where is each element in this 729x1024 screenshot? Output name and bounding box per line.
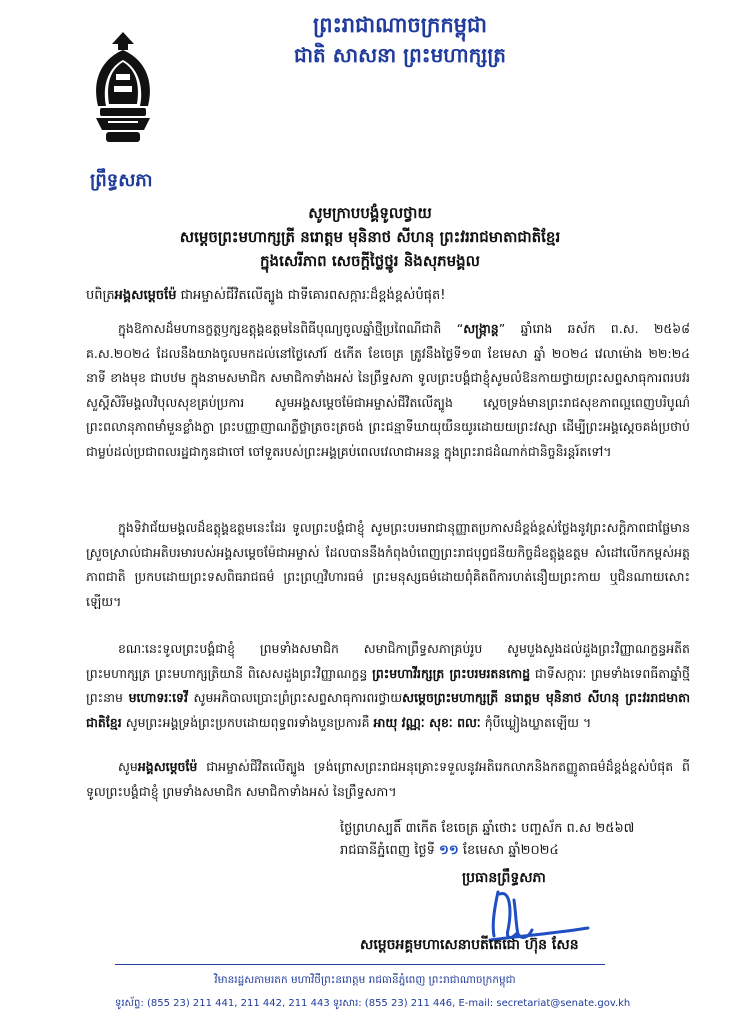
- national-motto: ជាតិ សាសនា ព្រះមហាក្សត្រ: [294, 43, 506, 67]
- paragraph-1: ក្នុងឱកាសដ៏មហានក្ខត្តឫក្សឧត្តុង្គឧត្តមនៃពិធីបុណ្យចូលឆ្នាំថ្មីប្រពៃណីជាតិ “សង្ក្រាន្ត” ឆ្នាំរោង ឆស័ក ព.ស. ២៥៦៨ គ.ស.២០២៤ ដែលនឹងយាងចូលមកដល់នៅថ្ងៃសៅរ៍ ៥កើត ខែចេត្រ ត្រូវនឹងថ្ងៃទី១៣ ខែមេសា ឆ្នាំ ២០២៤ វេលាម៉ោង ២២:២៤ នាទី ខាងមុខ ជាបឋម ក្នុងនាមសមាជិក សមាជិកាទាំងអស់ នៃព្រឹទ្ធសភា ទូលព្រះបង្គំជាខ្ញុំសូមលំឱនកាយថ្វាយព្រះសព្ទសាធុការពរបវរសួស្ដីសិរីមង្គលវិបុលសុខគ្រប់ប្រការ សូមអង្គសម្ដេចម៉ែជាអម្ចាស់ជីវិតលើត្បូង ស្ដេចទ្រង់មានព្រះរាជសុខភាពល្អពេញបរិបូណ៌ ព្រះពលានុភាពមាំមួនខ្លាំងក្លា ព្រះបញ្ញាញាណភ្លឺថ្លាត្រចះត្រចង់ ព្រះជន្មាទីឃាយុយឺនយូរដោយយព្រះវស្សា ដើម្បីព្រះអង្គស្ដេចគង់ប្រថាប់ជាម្លប់ដល់ប្រជាពលរដ្ឋជាកូនជាចៅ ចៅទួតរបស់ព្រះអង្គគ្រប់ពេលវេលាជាអនន្ត ក្នុងព្រះរាជដំណាក់ជានិច្ចនិរន្តរ៍តទៅ។: [86, 321, 690, 459]
- address-heading: សូមក្រាបបង្គំទូលថ្វាយ: [308, 204, 432, 222]
- institution-name: ព្រឹទ្ធសភា: [90, 170, 153, 191]
- footer-contact: ទូរស័ព្ទ: (855 23) 211 441, 211 442, 211 443 ទូរសារ: (855 23) 211 446, E-mail: secretariat@senate.gov.kh: [115, 998, 631, 1009]
- date-day: ១១: [439, 843, 459, 858]
- footer-address: វិមានរដ្ឋសភាមរតក មហាវិថីព្រះនរោត្តម រាជធានីភ្នំពេញ ព្រះរាជាណាចក្រកម្ពុជា: [214, 974, 516, 986]
- paragraph-4: សូមអង្គសម្ដេចម៉ែ ជាអម្ចាស់ជីវិតលើត្បូង ទ្រង់ព្រោសព្រះរាជអនុគ្រោះទទួលនូវអតិរេកលាភនិងកតញ្ញូតាធម៌ដ៏ខ្ពង់ខ្ពស់បំផុត ពីទូលព្រះបង្គំជាខ្ញុំ ព្រមទាំងសមាជិក សមាជិកាទាំងអស់ នៃព្រឹទ្ធសភា។: [86, 759, 690, 799]
- signer-title: ប្រធានព្រឹទ្ធសភា: [462, 870, 546, 886]
- kingdom-title: ព្រះរាជាណាចក្រកម្ពុជា: [312, 12, 487, 37]
- wish-heading: ក្នុងសេរីភាព សេចក្ដីថ្លៃថ្នូរ និងសុភមង្គល: [260, 252, 480, 270]
- signer-name: សម្ដេចអគ្គមហាសេនាបតីតេជោ ហ៊ុន សែន: [360, 937, 579, 953]
- royal-arms-emblem-icon: [88, 30, 158, 148]
- solar-date: រាជធានីភ្នំពេញ ថ្ងៃទី ១១ ខែមេសា ឆ្នាំ២០២៤: [340, 843, 559, 858]
- lunar-date: ថ្ងៃព្រហស្បតិ៍ ៣កើត ខែចេត្រ ឆ្នាំថោះ បញ្ចស័ក ព.ស ២៥៦៧: [340, 821, 635, 836]
- paragraph-3: ខណៈនេះទូលព្រះបង្គំជាខ្ញុំ ព្រមទាំងសមាជិក សមាជិកាព្រឹទ្ធសភាគ្រប់រូប សូមបួងសួងដល់ដួងព្រះវិញ្ញាណក្ខន្ធអតីតព្រះមហាក្សត្រ ព្រះមហាក្សត្រិយានី ពិសេសដួងព្រះវិញ្ញាណក្ខន្ធ ព្រះមហាវីរក្សត្រ ព្រះបរមរតនកោដ្ឋ ជាទីសក្ការៈ ព្រមទាំងទេពធីតាឆ្នាំថ្មី ព្រះនាម មហោទរៈទេវី សូមអភិបាលប្រោះព្រំព្រះសព្ទសាធុការពរថ្វាយសម្ដេចព្រះមហាក្សត្រី នរោត្តម មុនិនាថ សីហនុ ព្រះវររាជមាតាជាតិខ្មែរ សូមព្រះអង្គទ្រង់ព្រះប្រកបដោយពុទ្ធពរទាំងបួនប្រការគឺ អាយុ វណ្ណៈ សុខៈ ពលៈ កុំបីឃ្លៀងឃ្លាតឡើយ ។: [86, 641, 690, 730]
- salutation: បពិត្រអង្គសម្ដេចម៉ែ ជាអម្ចាស់ជីវិតលើត្បូង ជាទីគោរពសក្ការៈដ៏ខ្ពង់ខ្ពស់បំផុត!: [86, 288, 446, 303]
- addressee-heading: សម្ដេចព្រះមហាក្សត្រី នរោត្តម មុនិនាថ សីហនុ ព្រះវររាជមាតាជាតិខ្មែរ: [179, 228, 561, 246]
- paragraph-2: ក្នុងទិវាជ័យមង្គលដ៏ឧត្តុង្គឧត្តមនេះដែរ ទូលព្រះបង្គំជាខ្ញុំ សូមព្រះបរមរាជានុញ្ញាតប្រកាសដ៏ខ្ពង់ខ្ពស់ថ្លែងនូវព្រះសក្ដិភាពជាផ្លែមានស្រួចស្រាល់ជាអតិបរមារបស់អង្គសម្ដេចម៉ែជាអម្ចាស់ ដែលបាននឹងកំពុងបំពេញព្រះរាជបុព្វជនីយកិច្ចដ៏ឧត្តុង្គឧត្តម សំដៅលើកកម្ពស់អត្តភាពជាតិ ប្រកបដោយព្រះទសពិធរាជធម៌ ព្រះព្រហ្មវិហារធម៌ ព្រះមនុស្សធម៌ដោយពុំគិតពីការហត់នឿយព្រះកាយ ឬជិនណាយសោះឡើយ។: [86, 520, 690, 609]
- footer-divider: [115, 964, 605, 965]
